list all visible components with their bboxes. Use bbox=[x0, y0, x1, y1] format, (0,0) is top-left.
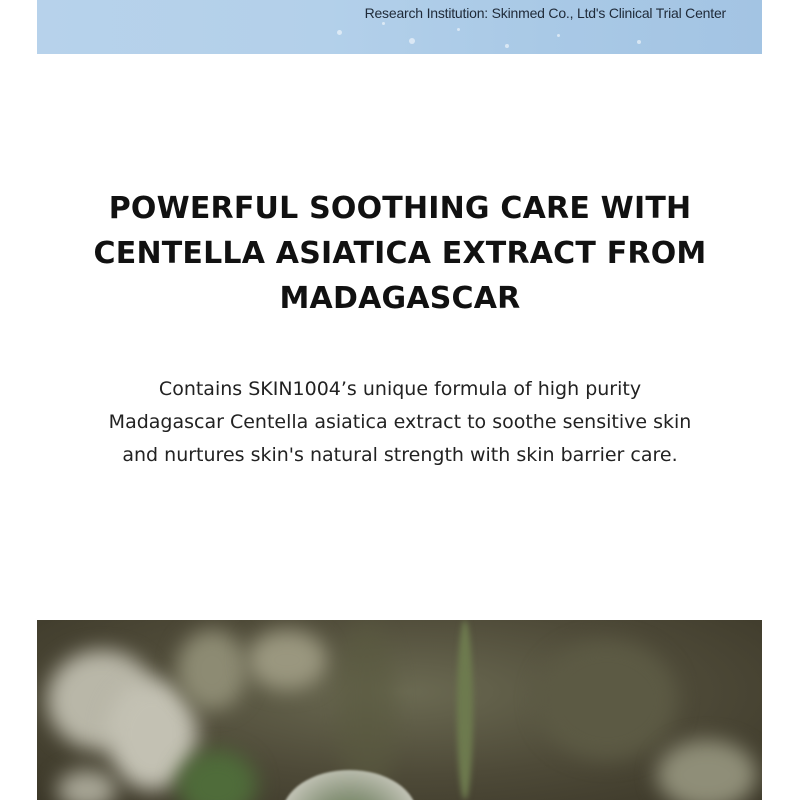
description-line-3: and nurtures skin's natural strength with skin barrier care. bbox=[122, 444, 678, 466]
section-headline bbox=[0, 186, 800, 321]
headline-line-3: MADAGASCAR bbox=[279, 281, 521, 316]
clinical-trial-banner bbox=[37, 0, 762, 54]
description-line-2: Madagascar Centella asiatica extract to soothe sensitive skin bbox=[108, 411, 692, 433]
centella-leaf bbox=[282, 770, 417, 800]
headline-line-2: CENTELLA ASIATICA EXTRACT FROM bbox=[93, 236, 707, 271]
section-description bbox=[0, 373, 800, 472]
description-line-1: Contains SKIN1004’s unique formula of high purity bbox=[158, 378, 642, 400]
research-institution-caption: Research Institution: Skinmed Co., Ltd's Clinical Trial Center bbox=[364, 5, 726, 21]
headline-line-1: POWERFUL SOOTHING CARE WITH bbox=[108, 191, 692, 226]
centella-asiatica-photo bbox=[37, 620, 762, 800]
